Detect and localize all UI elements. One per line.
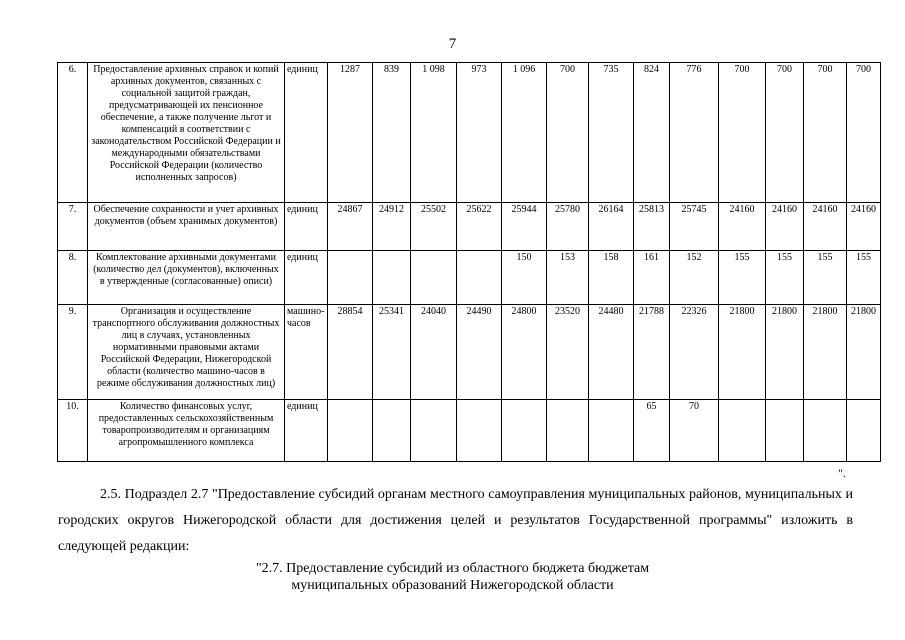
value-cell [457, 251, 502, 305]
unit-of-measure: единиц [285, 400, 328, 462]
value-cell [847, 400, 881, 462]
value-cell: 24160 [804, 203, 847, 251]
value-cell: 700 [719, 63, 766, 203]
value-cell: 24912 [373, 203, 411, 251]
row-number: 10. [58, 400, 88, 462]
value-cell [804, 400, 847, 462]
heading-line-1: "2.7. Предоставление субсидий из областного бюджета бюджетам [255, 561, 650, 576]
table-row [58, 305, 881, 400]
unit-of-measure: единиц [285, 203, 328, 251]
value-cell: 824 [634, 63, 670, 203]
value-cell: 155 [766, 251, 804, 305]
value-cell: 24867 [328, 203, 373, 251]
value-cell [719, 400, 766, 462]
table-row [58, 251, 881, 305]
value-cell: 24160 [847, 203, 881, 251]
value-cell: 24160 [719, 203, 766, 251]
row-number: 8. [58, 251, 88, 305]
unit-of-measure: единиц [285, 251, 328, 305]
value-cell: 25813 [634, 203, 670, 251]
closing-quote: ". [838, 466, 846, 480]
value-cell: 21800 [804, 305, 847, 400]
indicators-table [57, 62, 881, 462]
value-cell: 155 [847, 251, 881, 305]
value-cell: 24800 [502, 305, 547, 400]
value-cell: 25745 [670, 203, 719, 251]
value-cell: 25341 [373, 305, 411, 400]
value-cell [589, 400, 634, 462]
value-cell: 153 [547, 251, 589, 305]
value-cell [547, 400, 589, 462]
row-number: 7. [58, 203, 88, 251]
value-cell: 25780 [547, 203, 589, 251]
value-cell [328, 251, 373, 305]
value-cell: 28854 [328, 305, 373, 400]
value-cell [411, 251, 457, 305]
value-cell [457, 400, 502, 462]
table-row [58, 63, 881, 203]
page-number: 7 [448, 36, 457, 52]
value-cell: 155 [804, 251, 847, 305]
value-cell: 25622 [457, 203, 502, 251]
value-cell: 65 [634, 400, 670, 462]
value-cell: 161 [634, 251, 670, 305]
value-cell: 700 [766, 63, 804, 203]
row-number: 6. [58, 63, 88, 203]
value-cell: 150 [502, 251, 547, 305]
indicator-description: Количество финансовых услуг, предоставленных сельскохозяйственным товаропроизводителям и организациям агропромышленного комплекса [88, 400, 285, 462]
value-cell: 21800 [719, 305, 766, 400]
value-cell: 152 [670, 251, 719, 305]
value-cell: 24040 [411, 305, 457, 400]
value-cell: 21800 [847, 305, 881, 400]
unit-of-measure: единиц [285, 63, 328, 203]
value-cell [502, 400, 547, 462]
unit-of-measure: машино-часов [285, 305, 328, 400]
value-cell: 155 [719, 251, 766, 305]
value-cell [373, 251, 411, 305]
table-body [58, 63, 881, 462]
value-cell: 22326 [670, 305, 719, 400]
amendment-paragraph: 2.5. Подраздел 2.7 "Предоставление субсидий органам местного самоуправления муниципальных районов, муниципальных и городских округов Нижегородской области для достижения целей и результатов Государственной программы" изложить в следующей редакции: [58, 487, 853, 554]
indicator-description: Обеспечение сохранности и учет архивных документов (объем хранимых документов) [88, 203, 285, 251]
row-number: 9. [58, 305, 88, 400]
value-cell: 25502 [411, 203, 457, 251]
value-cell: 700 [547, 63, 589, 203]
value-cell [373, 400, 411, 462]
indicator-description: Предоставление архивных справок и копий архивных документов, связанных с социальной защитой граждан, предусматривающей их пенсионное обеспечение, а также получение льгот и компенсаций в соответствии с законодательством Российской Федерации и международными обязательствами Российской Федерации (количество исполненных запросов) [88, 63, 285, 203]
value-cell: 21800 [766, 305, 804, 400]
table-row [58, 203, 881, 251]
value-cell: 1287 [328, 63, 373, 203]
indicator-description: Организация и осуществление транспортного обслуживания должностных лиц в случаях, установленных нормативными правовыми актами Российской Федерации, Нижегородской области (количество машино-часов в режиме обслуживания должностных лиц) [88, 305, 285, 400]
value-cell: 23520 [547, 305, 589, 400]
value-cell: 1 096 [502, 63, 547, 203]
value-cell: 24490 [457, 305, 502, 400]
value-cell [328, 400, 373, 462]
value-cell: 839 [373, 63, 411, 203]
value-cell: 24160 [766, 203, 804, 251]
value-cell: 158 [589, 251, 634, 305]
heading-line-2: муниципальных образований Нижегородской области [291, 578, 614, 593]
indicator-description: Комплектование архивными документами (количество дел (документов), включенных в утвержденные (согласованные) описи) [88, 251, 285, 305]
value-cell: 70 [670, 400, 719, 462]
value-cell: 735 [589, 63, 634, 203]
table-row [58, 400, 881, 462]
value-cell: 973 [457, 63, 502, 203]
value-cell: 26164 [589, 203, 634, 251]
value-cell [411, 400, 457, 462]
value-cell: 776 [670, 63, 719, 203]
value-cell [766, 400, 804, 462]
value-cell: 25944 [502, 203, 547, 251]
value-cell: 21788 [634, 305, 670, 400]
value-cell: 700 [804, 63, 847, 203]
value-cell: 700 [847, 63, 881, 203]
value-cell: 24480 [589, 305, 634, 400]
value-cell: 1 098 [411, 63, 457, 203]
subsection-heading [0, 560, 905, 594]
